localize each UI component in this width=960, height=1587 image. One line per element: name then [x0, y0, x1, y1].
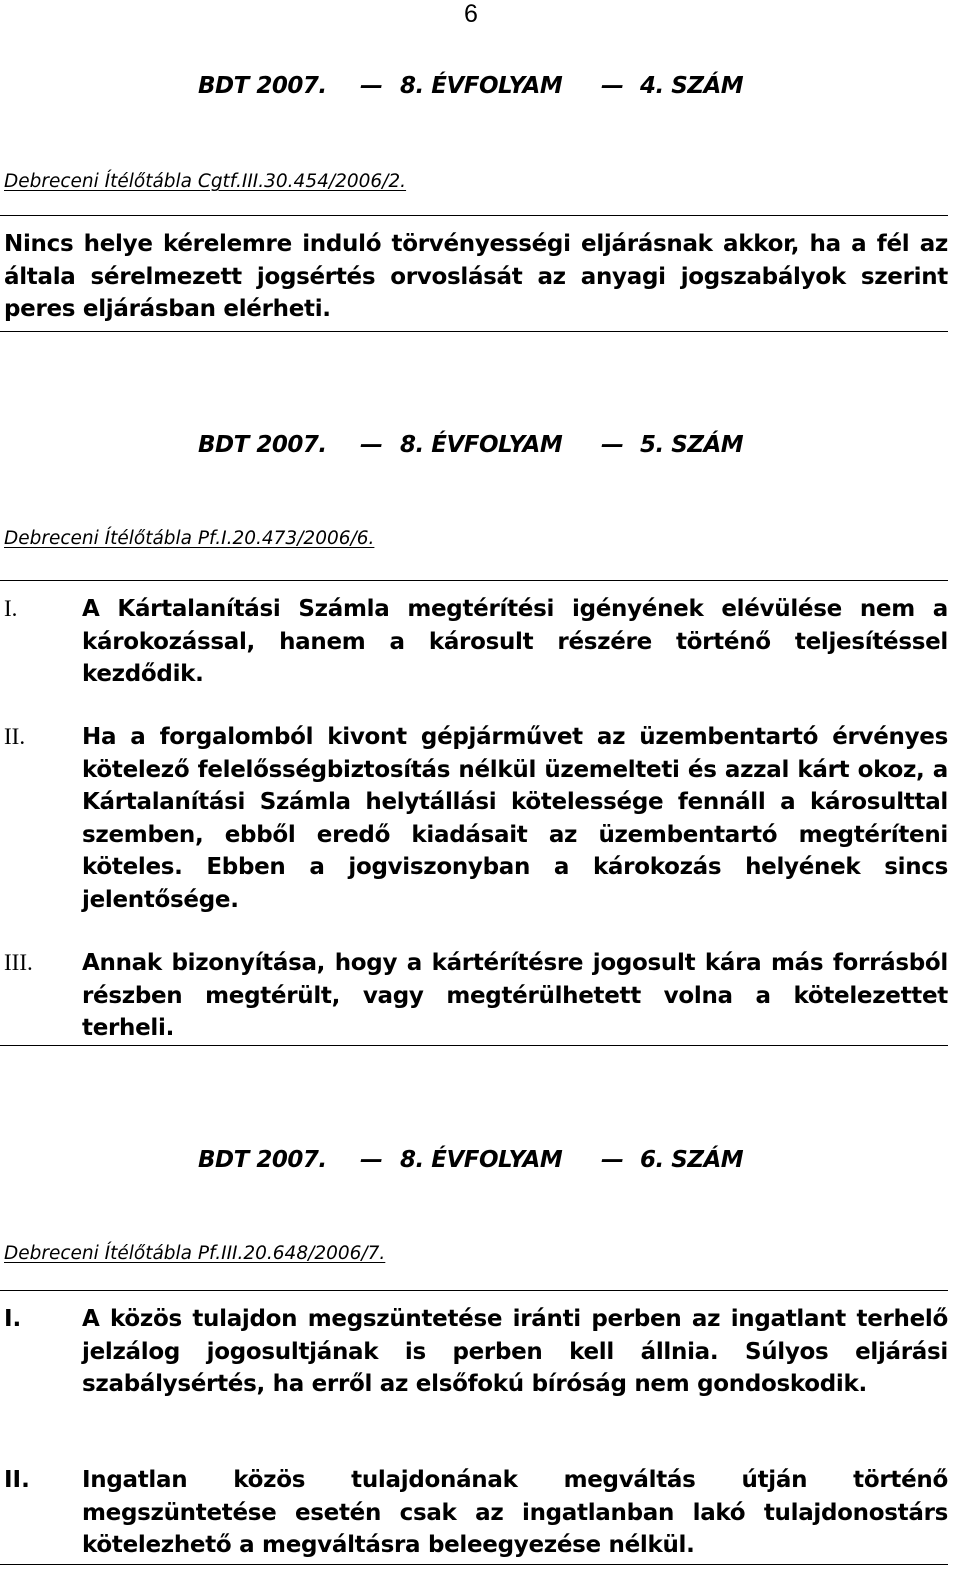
page-number: 6	[464, 0, 478, 28]
item-number: II.	[4, 724, 26, 749]
header-dash: —	[601, 73, 624, 99]
header-dash: —	[360, 73, 383, 99]
header-dash: —	[360, 432, 383, 458]
divider	[0, 580, 948, 581]
divider	[0, 1045, 948, 1046]
item-text: A közös tulajdon megszüntetése iránti perben az ingatlant terhelő jelzálog jogosultjának is perben kell állnia. Súlyos eljárási szabálysértés, ha erről az elsőfokú bíróság nem gondoskodik.	[82, 1306, 948, 1397]
header-szam: 4. SZÁM	[640, 73, 744, 99]
header-bdt: BDT 2007.	[198, 432, 327, 458]
court-reference: Debreceni Ítélőtábla Pf.I.20.473/2006/6.	[4, 528, 375, 549]
item-number: I.	[4, 1306, 22, 1332]
header-szam: 5. SZÁM	[640, 432, 744, 458]
header-szam: 6. SZÁM	[640, 1147, 744, 1173]
header-dash: —	[360, 1147, 383, 1173]
item-number: II.	[4, 1467, 30, 1493]
header-evfolyam: 8. ÉVFOLYAM	[400, 73, 563, 99]
court-reference: Debreceni Ítélőtábla Pf.III.20.648/2006/7.	[4, 1243, 386, 1264]
item-text: Ingatlan közös tulajdonának megváltás útján történő megszüntetése esetén csak az ingatlanban lakó tulajdonostárs kötelezhető a megváltásra beleegyezése nélkül.	[82, 1467, 948, 1558]
item-text: A Kártalanítási Számla megtérítési igényének elévülése nem a károkozással, hanem a károsult részére történő teljesítéssel kezdődik.	[82, 596, 948, 687]
header-evfolyam: 8. ÉVFOLYAM	[400, 432, 563, 458]
divider	[0, 215, 948, 216]
divider	[0, 1290, 948, 1291]
header-bdt: BDT 2007.	[198, 73, 327, 99]
divider	[0, 1564, 948, 1565]
item-text: Annak bizonyítása, hogy a kártérítésre jogosult kára más forrásból részben megtérült, vagy megtérülhetett volna a kötelezettet terheli.	[82, 950, 948, 1041]
header-dash: —	[601, 432, 624, 458]
divider	[0, 331, 948, 332]
item-text: Ha a forgalomból kivont gépjárművet az üzembentartó érvényes kötelező felelősségbiztosítás nélkül üzemelteti és azzal kárt okoz, a Kártalanítási Számla helytállási kötelessége fennáll a károsulttal szemben, ebből eredő kiadásait az üzembentartó megtéríteni köteles. Ebben a jogviszonyban a károkozás helyének sincs jelentősége.	[82, 724, 948, 913]
header-dash: —	[601, 1147, 624, 1173]
header-bdt: BDT 2007.	[198, 1147, 327, 1173]
court-reference: Debreceni Ítélőtábla Cgtf.III.30.454/2006/2.	[4, 171, 407, 192]
ruling-text: Nincs helye kérelemre induló törvényességi eljárásnak akkor, ha a fél az általa sérelmezett jogsértés orvoslását az anyagi jogszabályok szerint peres eljárásban elérheti.	[4, 231, 948, 322]
header-evfolyam: 8. ÉVFOLYAM	[400, 1147, 563, 1173]
item-number: I.	[4, 596, 18, 621]
item-number: III.	[4, 950, 33, 975]
